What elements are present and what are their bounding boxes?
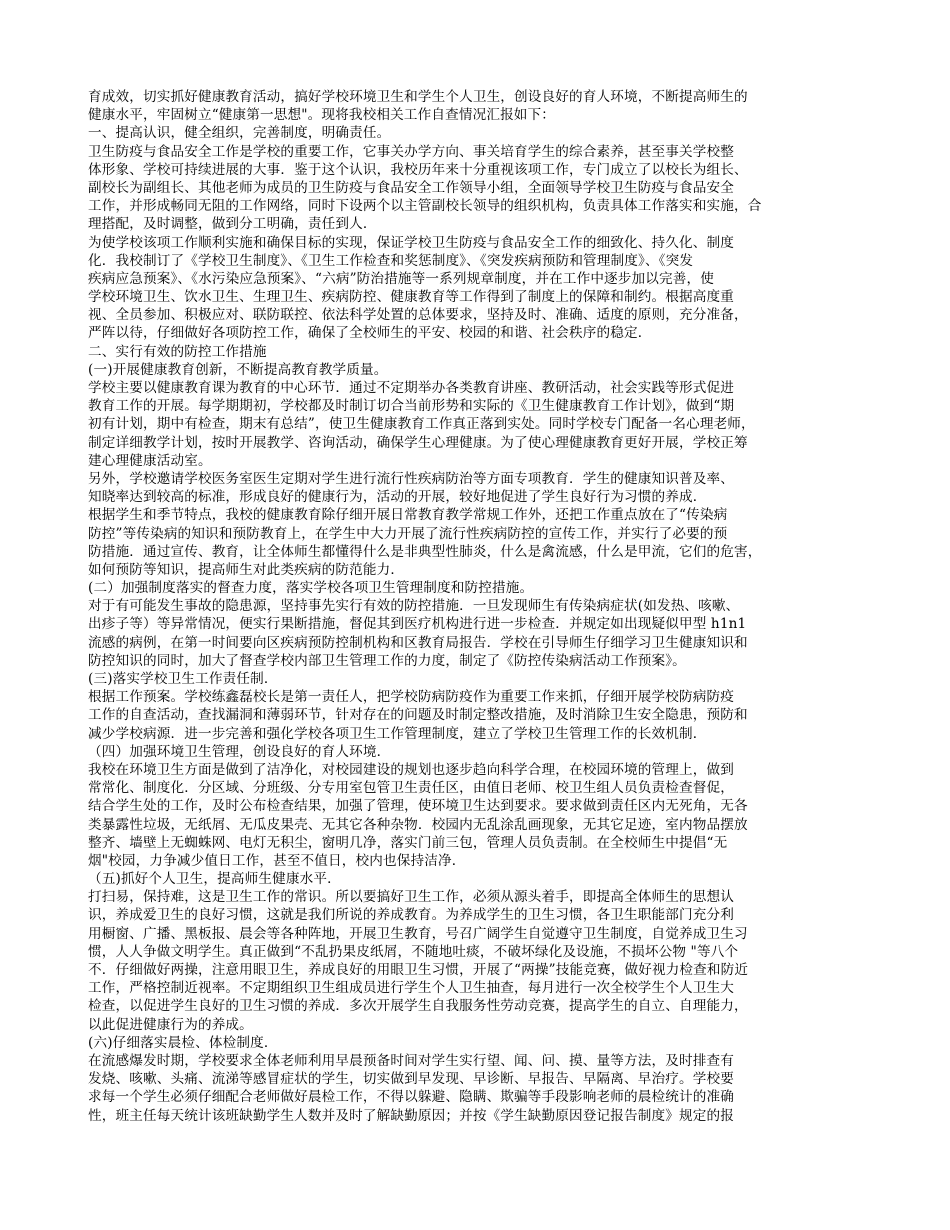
text-line: 防控知识的同时，加大了督查学校内部卫生管理工作的力度，制定了《防控传染病活动工作预案》。 (88, 652, 686, 669)
text-line: 出疹子等）等异常情况，便实行果断措施，督促其到医疗机构进行进一步检查．并规定如出现疑似甲型 h1n1 (88, 616, 747, 633)
text-line: 疾病应急预案》、《水污染应急预案》、“六病”防治措施等一系列规章制度，并在工作中逐步加以完善，使 (88, 270, 715, 287)
text-line: 不．仔细做好两操，注意用眼卫生，养成良好的用眼卫生习惯，开展了“两操”技能竞赛，做好视力检查和防近 (88, 962, 749, 978)
text-line: 工作，严格控制近视率。不定期组织卫生组成员进行学生个人卫生抽查，每月进行一次全校学生个人卫生大 (88, 980, 734, 997)
text-line: 如何预防等知识，提高师生对此类疾病的防范能力． (88, 561, 405, 578)
text-line: 学校环境卫生、饮水卫生、生理卫生、疾病防控、健康教育等工作得到了制度上的保障和制约。根据高度重 (88, 289, 734, 306)
text-line: 求每一个学生必须仔细配合老师做好晨检工作，不得以躲避、隐瞒、欺骗等手段影响老师的晨检统计的准确 (88, 1089, 734, 1106)
text-line: 学校主要以健康教育课为教育的中心环节．通过不定期举办各类教育讲座、教研活动，社会实践等形式促进 (88, 380, 734, 396)
text-line: 结合学生处的工作，及时公布检查结果，加强了管理，使环境卫生达到要求。要求做到责任区内无死角，无各 (88, 798, 748, 815)
text-line: 根据学生和季节特点，我校的健康教育除仔细开展日常教育教学常规工作外，还把工作重点放在了“传染病 (88, 507, 728, 524)
text-line: 化．我校制订了《学校卫生制度》、《卫生工作检查和奖惩制度》、《突发疾病预防和管理制度》、《突发 (88, 252, 694, 269)
text-line: 健康水平，牢固树立“健康第一思想"。现将我校相关工作自查情况汇报如下： (88, 107, 556, 124)
text-line: 打扫易，保持难，这是卫生工作的常识。所以要搞好卫生工作，必须从源头着手，即提高全体师生的思想认 (88, 889, 734, 906)
text-line: 体形象、学校可持续进展的大事．鉴于这个认识，我校历年来十分重视该项工作，专门成立了以校长为组长、 (88, 161, 748, 178)
subsection-heading: (三)落实学校卫生工作责任制． (88, 671, 278, 687)
document-body (88, 88, 863, 1125)
text-line: 理搭配，及时调整，做到分工明确，责任到人． (88, 216, 377, 233)
text-line: 初有计划，期中有检查，期末有总结”，使卫生健康教育工作真正落到实处。同时学校专门配备一名心理老师， (88, 416, 755, 433)
text-line: 视、全员参加、积极应对、联防联控、依法科学处置的总体要求，坚持及时、准确、适度的原则，充分准备， (88, 307, 748, 324)
text-line: 惯，人人争做文明学生。真正做到“不乱扔果皮纸屑，不随地吐痰，不破坏绿化及设施，不损坏公物 "等八个 (88, 943, 739, 960)
text-line: 为使学校该项工作顺利实施和确保目标的实现，保证学校卫生防疫与食品安全工作的细致化、持久化、制度 (88, 234, 734, 251)
text-line: 发烧、咳嗽、头痛、流涕等感冒症状的学生，切实做到早发现、早诊断、早报告、早隔离、早治疗。学校要 (88, 1071, 734, 1088)
text-line: 常常化、制度化．分区域、分班级、分专用室包管卫生责任区，由值日老师、校卫生组人员负责检查督促， (88, 780, 734, 797)
subsection-heading: (一)开展健康教育创新，不断提高教育教学质量。 (88, 361, 388, 378)
text-line: 建心理健康活动室。 (88, 452, 212, 469)
text-line: 在流感爆发时期，学校要求全体老师利用早晨预备时间对学生实行望、闻、问、摸、量等方法，及时排查有 (88, 1052, 734, 1069)
text-line: 性，班主任每天统计该班缺勤学生人数并及时了解缺勤原因；并按《学生缺勤原因登记报告制度》规定的报 (88, 1107, 734, 1124)
text-line: 工作，并形成畅同无阻的工作网络，同时下设两个以主管副校长领导的组织机构，负责具体工作落实和实施，合 (88, 198, 762, 215)
text-line: 卫生防疫与食品安全工作是学校的重要工作，它事关办学方向、事关培育学生的综合素养，甚至事关学校整 (88, 143, 734, 160)
text-line: 工作的自查活动，查找漏洞和薄弱环节，针对存在的问题及时制定整改措施，及时消除卫生安全隐患，预防和 (88, 707, 748, 724)
section-heading: 二、实行有效的防控工作措施 (88, 343, 267, 360)
text-line: 防控”等传染病的知识和预防教育上，在学生中大力开展了流行性疾病防控的宣传工作，并实行了必要的预 (88, 525, 728, 542)
text-line: 识，养成爱卫生的良好习惯，这就是我们所说的养成教育。为养成学生的卫生习惯，各卫生职能部门充分利 (88, 907, 734, 924)
text-line: 我校在环境卫生方面是做到了洁净化，对校园建设的规划也逐步趋向科学合理，在校园环境的管理上，做到 (88, 761, 734, 778)
text-line: 烟"校园，力争减少值日工作，甚至不值日，校内也保持洁净． (88, 852, 466, 869)
text-line: 严阵以待，仔细做好各项防控工作，确保了全校师生的平安、校园的和谐、社会秩序的稳定． (88, 325, 652, 342)
text-line: 对于有可能发生事故的隐患源，坚持事先实行有效的防控措施．一旦发现师生有传染病症状(如发热、咳嗽、 (88, 598, 740, 615)
subsection-heading: （五)抓好个人卫生，提高师生健康水平． (88, 871, 341, 888)
text-line: 减少学校病源．进一步完善和强化学校各项卫生工作管理制度，建立了学校卫生管理工作的长效机制． (88, 725, 707, 742)
text-line: 制定详细教学计划，按时开展教学、咨询活动，确保学生心理健康。为了使心理健康教育更好开展，学校正筹 (88, 434, 748, 451)
text-line: 检查，以促进学生良好的卫生习惯的养成．多次开展学生自我服务性劳动竞赛，提高学生的自立、自理能力， (88, 998, 748, 1015)
text-line: 整齐、墙壁上无蜘蛛网、电灯无积尘，窗明几净，落实门前三包，管理人员负责制。在全校师生中提倡“无 (88, 834, 728, 851)
subsection-heading: (六)仔细落实晨检、体检制度． (88, 1034, 278, 1051)
text-line: 根据工作预案。学校练鑫磊校长是第一责任人，把学校防病防疫作为重要工作来抓，仔细开展学校防病防疫 (88, 689, 734, 706)
text-line: 知晓率达到较高的标准，形成良好的健康行为，活动的开展，较好地促进了学生良好行为习惯的养成． (88, 489, 707, 506)
text-line: 流感的病例，在第一时间要向区疾病预防控制机构和区教育局报告．学校在引导师生仔细学习卫生健康知识和 (88, 634, 748, 651)
section-heading: 一、提高认识，健全组织，完善制度，明确责任。 (88, 125, 391, 142)
text-line: 防措施．通过宣传、教育，让全体师生都懂得什么是非典型性肺炎，什么是禽流感，什么是甲流，它们的危害， (88, 543, 762, 560)
text-line: 另外，学校邀请学校医务室医生定期对学生进行流行性疾病防治等方面专项教育．学生的健康知识普及率、 (88, 470, 734, 487)
text-line: 用橱窗、广播、黑板报、晨会等各种阵地，开展卫生教育，号召广阔学生自觉遵守卫生制度，自觉养成卫生习 (88, 925, 748, 942)
text-line: 教育工作的开展。每学期期初，学校都及时制订切合当前形势和实际的《卫生健康教育工作计划》，做到“期 (88, 398, 735, 415)
text-line: 以此促进健康行为的养成。 (88, 1016, 253, 1033)
subsection-heading: (二）加强制度落实的督查力度，落实学校各项卫生管理制度和防控措施。 (88, 580, 534, 597)
text-line: 育成效，切实抓好健康教育活动，搞好学校环境卫生和学生个人卫生，创设良好的育人环境，不断提高师生的 (88, 89, 748, 105)
subsection-heading: （四）加强环境卫生管理，创设良好的育人环境． (88, 743, 391, 760)
text-line: 类暴露性垃圾，无纸屑、无瓜皮果壳、无其它各种杂物．校园内无乱涂乱画现象，无其它足迹，室内物品摆放 (88, 816, 748, 833)
text-line: 副校长为副组长、其他老师为成员的卫生防疫与食品安全工作领导小组，全面领导学校卫生防疫与食品安全 (88, 179, 734, 196)
